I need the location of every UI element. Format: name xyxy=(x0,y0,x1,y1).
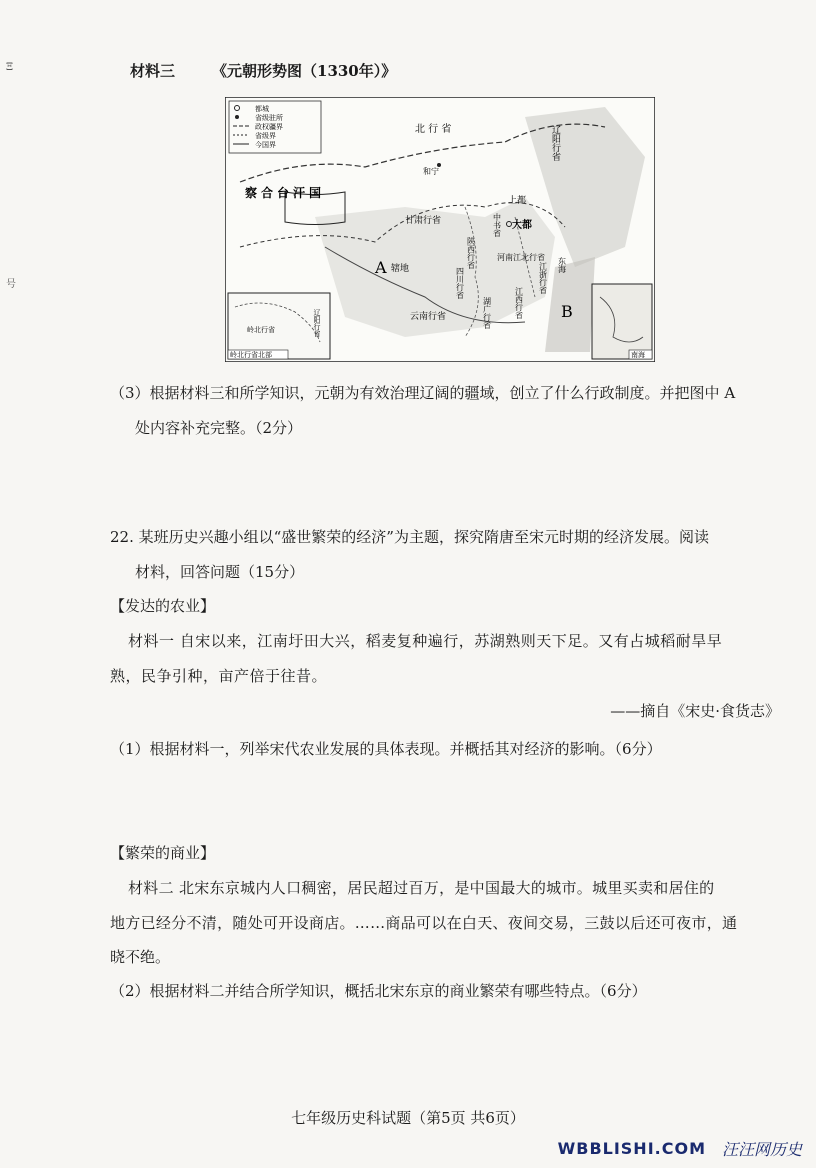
label-dadu: 大都 xyxy=(512,220,532,231)
label-sichuan: 四川行省 xyxy=(455,267,465,299)
label-east-sea: 东海 xyxy=(557,257,567,273)
yuan-dynasty-map xyxy=(225,97,655,362)
question-22-line2: 材料，回答问题（15分） xyxy=(135,563,305,581)
legend-province-seat: 省级驻所 xyxy=(255,114,283,122)
label-helin: 和宁 xyxy=(423,167,439,176)
watermark-url: WBBLISHI.COM xyxy=(557,1139,706,1158)
label-henan: 河南江北行省 xyxy=(497,253,545,262)
question-22-2: （2）根据材料二并结合所学知识，概括北宋东京的商业繁荣有哪些特点。（6分） xyxy=(110,982,647,1000)
label-yunnan: 云南行省 xyxy=(410,312,447,322)
question-22-1: （1）根据材料一，列举宋代农业发展的具体表现。并概括其对经济的影响。（6分） xyxy=(110,740,662,758)
question-3-line1: （3）根据材料三和所学知识，元朝为有效治理辽阔的疆域，创立了什么行政制度。并把图中 A xyxy=(110,384,736,402)
margin-mark-mid: 号 xyxy=(6,279,16,290)
section-commerce-heading: 【繁荣的商业】 xyxy=(110,844,216,862)
label-a-tail: 辖地 xyxy=(391,264,410,274)
label-huguang: 湖广行省 xyxy=(482,297,492,329)
label-jiangzhe: 江浙行省 xyxy=(538,262,548,294)
label-chahetai: 察合台汗国 xyxy=(245,186,326,200)
label-zhongshu: 中书省 xyxy=(492,213,502,237)
label-liaoyang: 辽阳行省 xyxy=(550,125,560,161)
map-legend xyxy=(229,101,321,153)
page-footer: 七年级历史科试题（第5页 共6页） xyxy=(291,1109,525,1127)
material1-line2: 熟，民争引种，亩产倍于往昔。 xyxy=(110,667,328,685)
section-agriculture-heading: 【发达的农业】 xyxy=(110,597,216,615)
legend-modern-border: 今国界 xyxy=(255,141,276,149)
inset-left-lingbei: 岭北行省 xyxy=(247,326,275,334)
watermark-logo: 汪汪网历史 xyxy=(721,1140,802,1159)
material3-label: 材料三 xyxy=(130,62,176,80)
label-jiangxi: 江西行省 xyxy=(514,287,524,319)
margin-mark-top: Ξ xyxy=(6,62,14,73)
material2-line3: 晓不绝。 xyxy=(110,948,171,966)
question-3-line2: 处内容补充完整。（2分） xyxy=(135,419,303,437)
material2-line2: 地方已经分不清，随处可开设商店。……商品可以在白天、夜间交易，三鼓以后还可夜市，通 xyxy=(110,914,738,932)
inset-left-liaoyang: 辽阳行省 xyxy=(313,309,321,337)
label-lingbei: 北 行 省 xyxy=(415,124,452,135)
label-shangdu: 上都 xyxy=(508,196,527,206)
label-shanxi: 陕西行省 xyxy=(466,237,476,269)
legend-capital: 都城 xyxy=(255,105,269,113)
material1-source: ——摘自《宋史·食货志》 xyxy=(610,702,780,720)
inset-right-caption: 南海 xyxy=(631,351,645,359)
material1-line1: 材料一 自宋以来，江南圩田大兴，稻麦复种遍行，苏湖熟则天下足。又有占城稻耐旱早 xyxy=(128,632,723,650)
inset-left-caption: 岭北行省北部 xyxy=(230,351,272,359)
material3-title: 《元朝形势图（1330年）》 xyxy=(212,62,397,80)
legend-regime-border: 政权疆界 xyxy=(255,123,283,131)
map-marker-b: B xyxy=(561,302,573,321)
map-marker-a: A xyxy=(375,258,387,277)
question-22-line1: 22. 某班历史兴趣小组以“盛世繁荣的经济”为主题，探究隋唐至宋元时期的经济发展。阅读 xyxy=(110,528,709,546)
legend-province-border: 省级界 xyxy=(255,132,276,140)
label-gansu: 甘肃行省 xyxy=(405,216,442,226)
material2-line1: 材料二 北宋东京城内人口稠密，居民超过百万，是中国最大的城市。城里买卖和居住的 xyxy=(128,879,715,897)
